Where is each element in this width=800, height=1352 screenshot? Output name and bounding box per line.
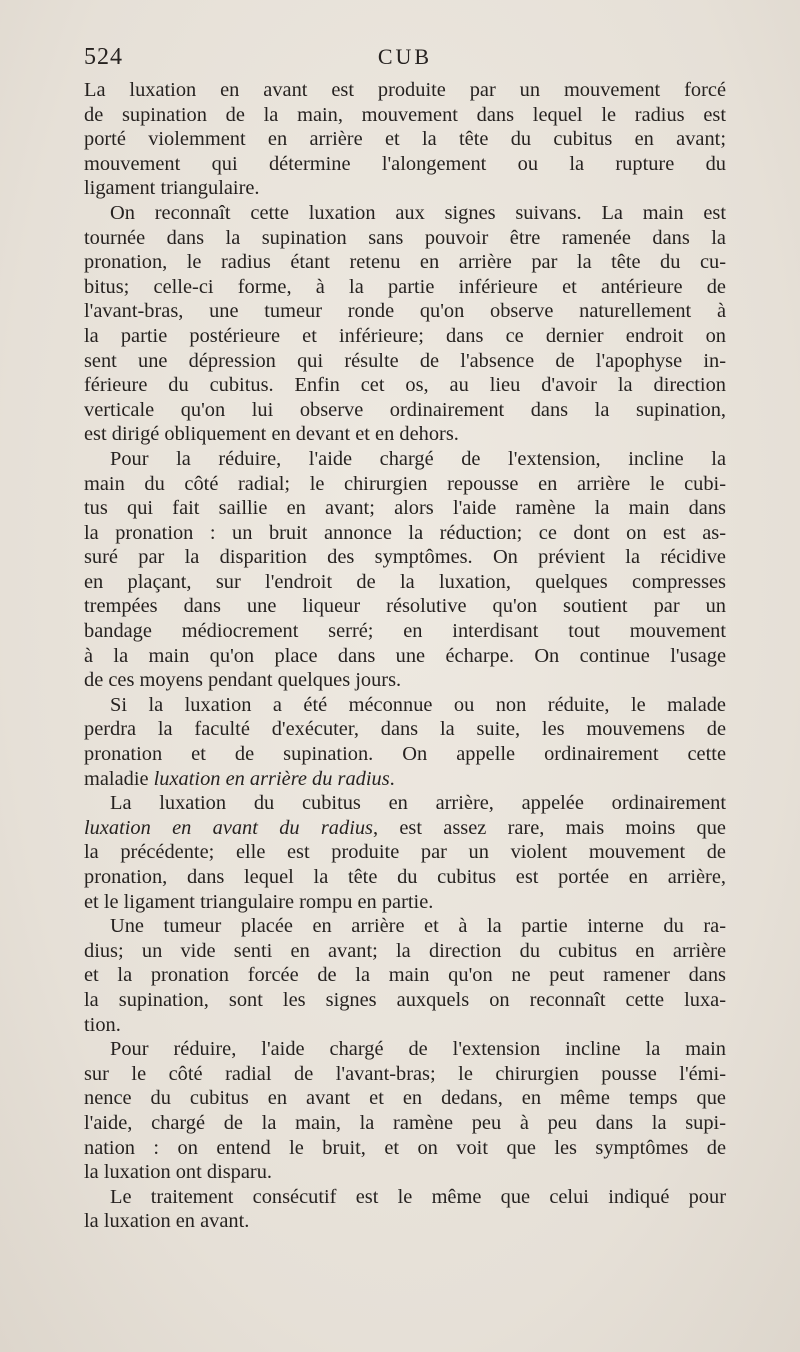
text-line: La luxation en avant est produite par un mouvement forcé bbox=[84, 79, 726, 101]
text-line: trempées dans une liqueur résolutive qu'on soutient par un bbox=[84, 595, 726, 618]
text-line: bitus; celle-ci forme, à la partie inférieure et antérieure de bbox=[84, 275, 726, 298]
text-line: Si la luxation a été méconnue ou non réduite, le malade bbox=[110, 693, 726, 716]
paragraph-5 bbox=[84, 791, 726, 914]
text-line: Pour la réduire, l'aide chargé de l'extension, incline la bbox=[110, 447, 726, 470]
text-line: et la pronation forcée de la main qu'on ne peut ramener dans bbox=[84, 964, 726, 987]
text-line: la luxation en avant. bbox=[84, 1210, 250, 1233]
text-line bbox=[84, 767, 726, 792]
text-line: tournée dans la supination sans pouvoir être ramenée dans la bbox=[84, 226, 726, 249]
text-line: pronation et de supination. On appelle ordinairement cette bbox=[84, 743, 726, 766]
text-line: nence du cubitus en avant et en dedans, en même temps que bbox=[84, 1087, 726, 1110]
text-line: pronation, le radius étant retenu en arrière par la tête du cu- bbox=[84, 251, 726, 274]
text-line: verticale qu'on lui observe ordinairement dans la supination, bbox=[84, 398, 726, 421]
paragraph-8 bbox=[84, 1185, 726, 1234]
text-line: de ces moyens pendant quelques jours. bbox=[84, 669, 402, 692]
text-line: suré par la disparition des symptômes. On prévient la récidive bbox=[84, 546, 726, 569]
paragraph-4 bbox=[84, 693, 726, 791]
text-fragment: , est assez rare, mais moins que bbox=[372, 816, 726, 839]
body-text bbox=[84, 78, 726, 1234]
running-head: CUB bbox=[377, 44, 433, 69]
text-line: La luxation du cubitus en arrière, appelée ordinairement bbox=[110, 792, 726, 815]
text-line: l'avant-bras, une tumeur ronde qu'on observe naturellement à bbox=[84, 300, 726, 323]
text-line: la supination, sont les signes auxquels on reconnaît cette luxa- bbox=[84, 988, 726, 1011]
text-line bbox=[84, 816, 726, 841]
text-line: la précédente; elle est produite par un violent mouvement de bbox=[84, 841, 726, 864]
paragraph-6 bbox=[84, 914, 726, 1037]
page-number: 524 bbox=[84, 44, 123, 70]
text-line: perdra la faculté d'exécuter, dans la suite, les mouvemens de bbox=[84, 718, 726, 741]
text-line: mouvement qui détermine l'alongement ou la rupture du bbox=[84, 152, 726, 175]
text-line: la pronation : un bruit annonce la réduction; ce dont on est as- bbox=[84, 521, 726, 544]
text-line: est dirigé obliquement en devant et en dehors. bbox=[84, 423, 459, 446]
paragraph-2 bbox=[84, 201, 726, 447]
text-fragment: . bbox=[389, 767, 395, 790]
italic-term: luxation en arrière du radius bbox=[153, 767, 390, 790]
text-line: la luxation ont disparu. bbox=[84, 1161, 273, 1184]
text-line: porté violemment en arrière et la tête du cubitus en avant; bbox=[84, 128, 726, 151]
text-fragment: maladie bbox=[84, 767, 154, 790]
paragraph-7 bbox=[84, 1037, 726, 1185]
text-line: sur le côté radial de l'avant-bras; le chirurgien pousse l'émi- bbox=[84, 1062, 726, 1085]
text-line: Le traitement consécutif est le même que celui indiqué pour bbox=[110, 1185, 726, 1208]
text-line: Pour réduire, l'aide chargé de l'extension incline la main bbox=[110, 1038, 726, 1061]
text-line: en plaçant, sur l'endroit de la luxation, quelques compresses bbox=[84, 570, 726, 593]
text-line: et le ligament triangulaire rompu en partie. bbox=[84, 890, 434, 913]
text-line: nation : on entend le bruit, et on voit que les symptômes de bbox=[84, 1136, 726, 1159]
paragraph-1 bbox=[84, 78, 726, 201]
text-line: bandage médiocrement serré; en interdisant tout mouvement bbox=[84, 620, 726, 643]
text-line: Une tumeur placée en arrière et à la partie interne du ra- bbox=[110, 915, 726, 938]
text-line: sent une dépression qui résulte de l'absence de l'apophyse in- bbox=[84, 349, 726, 372]
text-line: pronation, dans lequel la tête du cubitus est portée en arrière, bbox=[84, 866, 726, 888]
text-line: la partie postérieure et inférieure; dans ce dernier endroit on bbox=[84, 324, 726, 347]
text-line: ligament triangulaire. bbox=[84, 177, 260, 200]
text-line: férieure du cubitus. Enfin cet os, au lieu d'avoir la direction bbox=[84, 374, 726, 397]
text-line: main du côté radial; le chirurgien repousse en arrière le cubi- bbox=[84, 472, 726, 495]
text-line: On reconnaît cette luxation aux signes suivans. La main est bbox=[110, 201, 726, 224]
text-line: à la main qu'on place dans une écharpe. On continue l'usage bbox=[84, 644, 726, 667]
text-line: de supination de la main, mouvement dans lequel le radius est bbox=[84, 103, 726, 126]
italic-term: luxation en avant du radius bbox=[84, 816, 373, 839]
text-line: tus qui fait saillie en avant; alors l'aide ramène la main dans bbox=[84, 497, 726, 520]
paragraph-3 bbox=[84, 447, 726, 693]
text-line: tion. bbox=[84, 1013, 121, 1036]
text-line: dius; un vide senti en avant; la direction du cubitus en arrière bbox=[84, 939, 726, 962]
page-header bbox=[84, 44, 726, 80]
text-line: l'aide, chargé de la main, la ramène peu à peu dans la supi- bbox=[84, 1111, 726, 1134]
